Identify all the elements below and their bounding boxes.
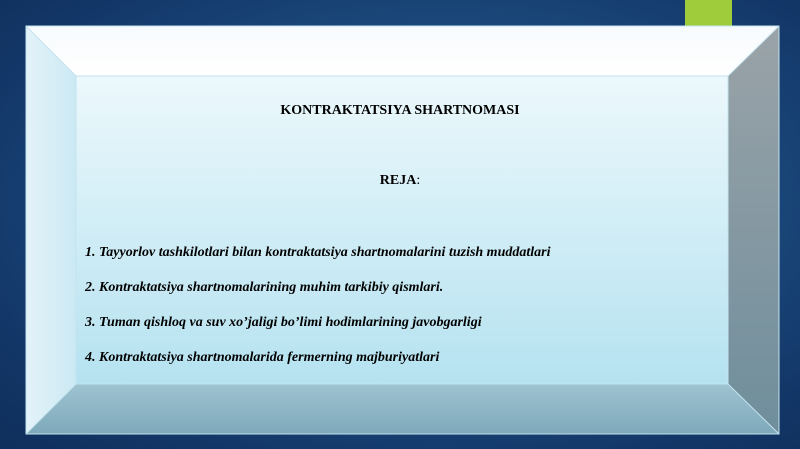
slide-title: KONTRAKTATSIYA SHARTNOMASI [280,103,520,118]
bevel-right [728,26,779,434]
plan-item: 4. Kontraktatsiya shartnomalarida fermerning majburiyatlari [85,350,440,365]
bevel-top [26,26,779,76]
plan-heading [0,173,800,189]
plan-item: 3. Tuman qishloq va suv xo’jaligi bo’limi hodimlarining javobgarligi [85,315,482,330]
plan-item: 2. Kontraktatsiya shartnomalarining muhim tarkibiy qismlari. [85,280,444,295]
plan-item: 1. Tayyorlov tashkilotlari bilan kontraktatsiya shartnomalarini tuzish muddatlari [85,245,551,260]
bevel-bottom [26,384,779,434]
bevel-left [26,26,76,434]
plan-colon: : [416,173,421,188]
plan-label: REJA [379,173,417,188]
plan-list [85,243,715,383]
